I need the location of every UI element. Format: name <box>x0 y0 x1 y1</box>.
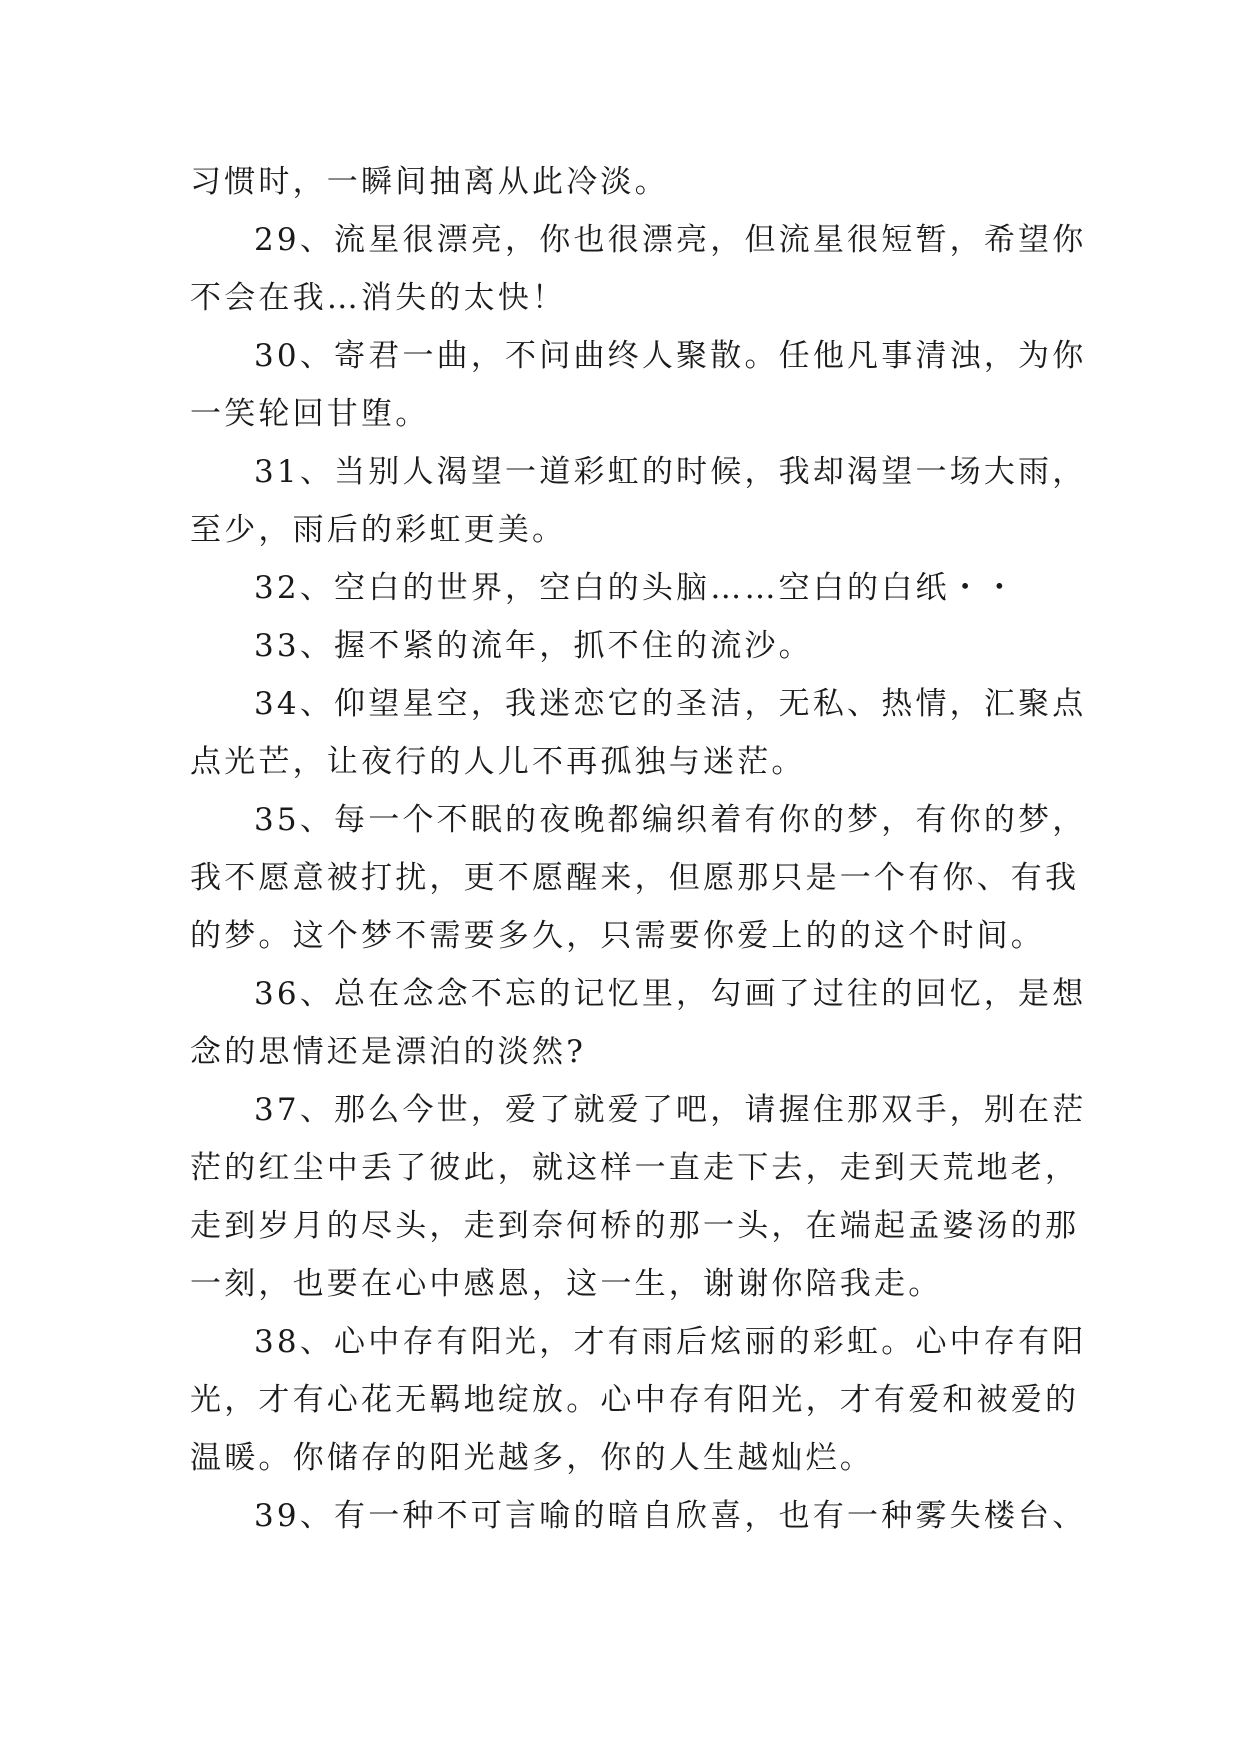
text-line: 光，才有心花无羁地绽放。心中存有阳光，才有爱和被爱的 <box>190 1382 1080 1418</box>
text-line: 不会在我…消失的太快！ <box>190 280 567 316</box>
text-line: 至少，雨后的彩虹更美。 <box>190 512 567 548</box>
paragraph-start-38: 38、心中存有阳光，才有雨后炫丽的彩虹。心中存有阳 <box>254 1324 1087 1360</box>
paragraph-start-31: 31、当别人渴望一道彩虹的时候，我却渴望一场大雨， <box>254 454 1087 490</box>
text-line: 我不愿意被打扰，更不愿醒来，但愿那只是一个有你、有我 <box>190 860 1080 896</box>
paragraph-start-39: 39、有一种不可言喻的暗自欣喜，也有一种雾失楼台、 <box>254 1498 1087 1534</box>
text-line: 点光芒，让夜行的人儿不再孤独与迷茫。 <box>190 744 806 780</box>
paragraph-start-37: 37、那么今世，爱了就爱了吧，请握住那双手，别在茫 <box>254 1092 1087 1128</box>
paragraph-start-33: 33、握不紧的流年，抓不住的流沙。 <box>254 628 813 664</box>
text-line: 的梦。这个梦不需要多久，只需要你爱上的的这个时间。 <box>190 918 1045 954</box>
paragraph-start-32: 32、空白的世界，空白的头脑……空白的白纸・・ <box>254 570 1019 606</box>
paragraph-start-29: 29、流星很漂亮，你也很漂亮，但流星很短暂，希望你 <box>254 222 1087 258</box>
text-line: 温暖。你储存的阳光越多，你的人生越灿烂。 <box>190 1440 874 1476</box>
text-line: 习惯时，一瞬间抽离从此冷淡。 <box>190 164 669 200</box>
text-line: 念的思情还是漂泊的淡然? <box>190 1034 587 1070</box>
document-body <box>190 153 1087 1545</box>
paragraph-start-35: 35、每一个不眠的夜晚都编织着有你的梦，有你的梦， <box>254 802 1087 838</box>
paragraph-start-30: 30、寄君一曲，不问曲终人聚散。任他凡事清浊，为你 <box>254 338 1087 374</box>
text-line: 一刻，也要在心中感恩，这一生，谢谢你陪我走。 <box>190 1266 943 1302</box>
paragraph-start-34: 34、仰望星空，我迷恋它的圣洁，无私、热情，汇聚点 <box>254 686 1087 722</box>
text-line: 走到岁月的尽头，走到奈何桥的那一头，在端起孟婆汤的那 <box>190 1208 1080 1244</box>
text-line: 茫的红尘中丢了彼此，就这样一直走下去，走到天荒地老， <box>190 1150 1080 1186</box>
text-line: 一笑轮回甘堕。 <box>190 396 430 432</box>
paragraph-start-36: 36、总在念念不忘的记忆里，勾画了过往的回忆，是想 <box>254 976 1087 1012</box>
